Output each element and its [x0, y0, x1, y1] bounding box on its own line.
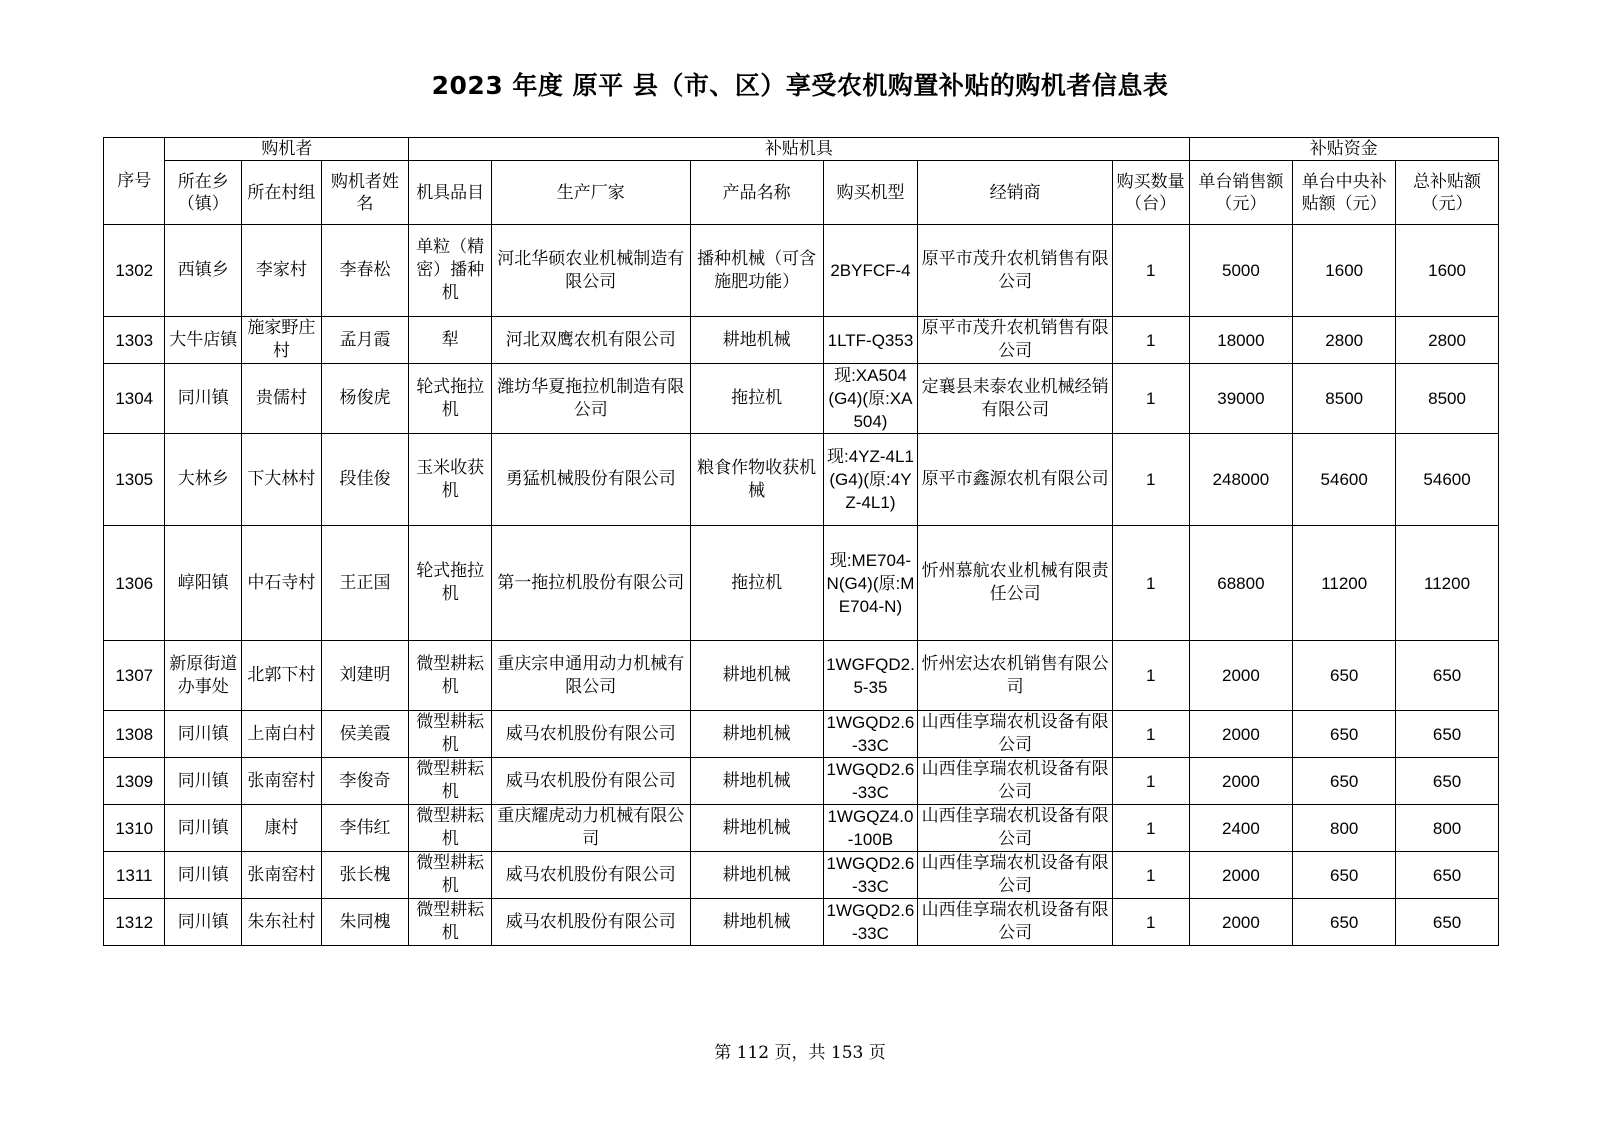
cell-total: 650 [1396, 711, 1499, 758]
page-footer: 第 112 页，共 153 页 [714, 1043, 886, 1063]
table-row [104, 526, 1499, 641]
cell-qty: 1 [1112, 317, 1189, 364]
header-maker: 生产厂家 [492, 161, 691, 225]
cell-model: 现:4YZ-4L1(G4)(原:4YZ-4L1) [823, 434, 918, 526]
cell-town: 同川镇 [165, 899, 242, 946]
cell-price: 2000 [1189, 641, 1293, 711]
header-town: 所在乡（镇） [165, 161, 242, 225]
header-model: 购买机型 [823, 161, 918, 225]
header-dealer: 经销商 [918, 161, 1113, 225]
cell-category: 单粒（精密）播种机 [409, 225, 492, 317]
cell-seq: 1302 [104, 225, 165, 317]
cell-dealer: 山西佳享瑞农机设备有限公司 [918, 852, 1113, 899]
table-row [104, 317, 1499, 364]
cell-price: 2000 [1189, 758, 1293, 805]
cell-name: 刘建明 [321, 641, 409, 711]
table-row [104, 641, 1499, 711]
table-row [104, 852, 1499, 899]
cell-name: 张长槐 [321, 852, 409, 899]
table-body [104, 225, 1499, 946]
cell-price: 39000 [1189, 364, 1293, 434]
cell-dealer: 定襄县耒泰农业机械经销有限公司 [918, 364, 1113, 434]
cell-product: 耕地机械 [690, 711, 823, 758]
table-row [104, 364, 1499, 434]
header-group-funds: 补贴资金 [1189, 138, 1499, 161]
cell-seq: 1312 [104, 899, 165, 946]
cell-name: 李春松 [321, 225, 409, 317]
header-category: 机具品目 [409, 161, 492, 225]
cell-maker: 河北双鹰农机有限公司 [492, 317, 691, 364]
cell-village: 朱东社村 [242, 899, 322, 946]
cell-price: 5000 [1189, 225, 1293, 317]
cell-name: 孟月霞 [321, 317, 409, 364]
header-seq: 序号 [104, 138, 165, 225]
cell-dealer: 原平市茂升农机销售有限公司 [918, 225, 1113, 317]
cell-town: 新原街道办事处 [165, 641, 242, 711]
cell-dealer: 忻州慕航农业机械有限责任公司 [918, 526, 1113, 641]
cell-price: 2000 [1189, 899, 1293, 946]
cell-category: 微型耕耘机 [409, 758, 492, 805]
cell-qty: 1 [1112, 899, 1189, 946]
table-row [104, 711, 1499, 758]
cell-central: 2800 [1293, 317, 1396, 364]
cell-qty: 1 [1112, 758, 1189, 805]
cell-category: 轮式拖拉机 [409, 526, 492, 641]
cell-seq: 1306 [104, 526, 165, 641]
cell-seq: 1308 [104, 711, 165, 758]
cell-qty: 1 [1112, 852, 1189, 899]
cell-qty: 1 [1112, 225, 1189, 317]
cell-maker: 河北华硕农业机械制造有限公司 [492, 225, 691, 317]
cell-model: 1WGFQD2.5-35 [823, 641, 918, 711]
cell-product: 耕地机械 [690, 758, 823, 805]
cell-category: 微型耕耘机 [409, 899, 492, 946]
cell-category: 微型耕耘机 [409, 852, 492, 899]
cell-seq: 1311 [104, 852, 165, 899]
cell-maker: 威马农机股份有限公司 [492, 758, 691, 805]
cell-seq: 1304 [104, 364, 165, 434]
cell-central: 650 [1293, 899, 1396, 946]
cell-name: 李俊奇 [321, 758, 409, 805]
cell-dealer: 忻州宏达农机销售有限公司 [918, 641, 1113, 711]
cell-category: 玉米收获机 [409, 434, 492, 526]
cell-town: 大牛店镇 [165, 317, 242, 364]
table-header [104, 138, 1499, 225]
cell-village: 张南窑村 [242, 852, 322, 899]
cell-total: 1600 [1396, 225, 1499, 317]
cell-village: 北郭下村 [242, 641, 322, 711]
table-row [104, 805, 1499, 852]
cell-model: 1LTF-Q353 [823, 317, 918, 364]
header-qty: 购买数量（台） [1112, 161, 1189, 225]
cell-dealer: 原平市鑫源农机有限公司 [918, 434, 1113, 526]
cell-price: 2000 [1189, 852, 1293, 899]
cell-maker: 威马农机股份有限公司 [492, 899, 691, 946]
cell-price: 2000 [1189, 711, 1293, 758]
cell-name: 杨俊虎 [321, 364, 409, 434]
cell-qty: 1 [1112, 641, 1189, 711]
cell-product: 耕地机械 [690, 899, 823, 946]
cell-category: 微型耕耘机 [409, 711, 492, 758]
cell-qty: 1 [1112, 526, 1189, 641]
cell-dealer: 原平市茂升农机销售有限公司 [918, 317, 1113, 364]
cell-model: 1WGQD2.6-33C [823, 758, 918, 805]
header-price: 单台销售额（元） [1189, 161, 1293, 225]
cell-model: 现:ME704-N(G4)(原:ME704-N) [823, 526, 918, 641]
cell-maker: 威马农机股份有限公司 [492, 852, 691, 899]
cell-product: 拖拉机 [690, 364, 823, 434]
cell-maker: 威马农机股份有限公司 [492, 711, 691, 758]
cell-price: 18000 [1189, 317, 1293, 364]
cell-maker: 勇猛机械股份有限公司 [492, 434, 691, 526]
cell-qty: 1 [1112, 711, 1189, 758]
cell-product: 播种机械（可含施肥功能） [690, 225, 823, 317]
cell-model: 1WGQD2.6-33C [823, 899, 918, 946]
table-row [104, 225, 1499, 317]
cell-total: 800 [1396, 805, 1499, 852]
cell-central: 54600 [1293, 434, 1396, 526]
cell-town: 同川镇 [165, 805, 242, 852]
cell-qty: 1 [1112, 364, 1189, 434]
cell-central: 11200 [1293, 526, 1396, 641]
subsidy-table [103, 137, 1499, 946]
cell-total: 11200 [1396, 526, 1499, 641]
cell-town: 同川镇 [165, 852, 242, 899]
cell-town: 崞阳镇 [165, 526, 242, 641]
cell-central: 650 [1293, 852, 1396, 899]
header-product: 产品名称 [690, 161, 823, 225]
cell-town: 大林乡 [165, 434, 242, 526]
cell-name: 侯美霞 [321, 711, 409, 758]
cell-village: 下大林村 [242, 434, 322, 526]
cell-village: 张南窑村 [242, 758, 322, 805]
cell-product: 耕地机械 [690, 317, 823, 364]
cell-category: 犁 [409, 317, 492, 364]
cell-name: 段佳俊 [321, 434, 409, 526]
cell-central: 650 [1293, 711, 1396, 758]
cell-total: 650 [1396, 758, 1499, 805]
cell-dealer: 山西佳享瑞农机设备有限公司 [918, 711, 1113, 758]
cell-village: 中石寺村 [242, 526, 322, 641]
page-title: 2023 年度 原平 县（市、区）享受农机购置补贴的购机者信息表 [431, 71, 1169, 100]
cell-dealer: 山西佳享瑞农机设备有限公司 [918, 805, 1113, 852]
cell-village: 施家野庄村 [242, 317, 322, 364]
cell-maker: 第一拖拉机股份有限公司 [492, 526, 691, 641]
header-village: 所在村组 [242, 161, 322, 225]
cell-central: 650 [1293, 641, 1396, 711]
cell-seq: 1307 [104, 641, 165, 711]
cell-seq: 1303 [104, 317, 165, 364]
cell-product: 粮食作物收获机械 [690, 434, 823, 526]
cell-product: 耕地机械 [690, 641, 823, 711]
header-total: 总补贴额（元） [1396, 161, 1499, 225]
cell-product: 拖拉机 [690, 526, 823, 641]
cell-name: 王正国 [321, 526, 409, 641]
cell-model: 1WGQD2.6-33C [823, 852, 918, 899]
table-row [104, 434, 1499, 526]
cell-town: 同川镇 [165, 364, 242, 434]
cell-town: 西镇乡 [165, 225, 242, 317]
cell-product: 耕地机械 [690, 805, 823, 852]
cell-village: 贵儒村 [242, 364, 322, 434]
cell-town: 同川镇 [165, 711, 242, 758]
cell-maker: 潍坊华夏拖拉机制造有限公司 [492, 364, 691, 434]
cell-seq: 1305 [104, 434, 165, 526]
table-row [104, 899, 1499, 946]
cell-central: 800 [1293, 805, 1396, 852]
cell-total: 650 [1396, 852, 1499, 899]
cell-total: 650 [1396, 641, 1499, 711]
cell-category: 微型耕耘机 [409, 805, 492, 852]
cell-seq: 1309 [104, 758, 165, 805]
cell-seq: 1310 [104, 805, 165, 852]
cell-dealer: 山西佳享瑞农机设备有限公司 [918, 899, 1113, 946]
cell-model: 1WGQZ4.0-100B [823, 805, 918, 852]
cell-model: 2BYFCF-4 [823, 225, 918, 317]
cell-model: 1WGQD2.6-33C [823, 711, 918, 758]
header-central: 单台中央补贴额（元） [1293, 161, 1396, 225]
cell-total: 650 [1396, 899, 1499, 946]
cell-total: 54600 [1396, 434, 1499, 526]
cell-maker: 重庆宗申通用动力机械有限公司 [492, 641, 691, 711]
cell-product: 耕地机械 [690, 852, 823, 899]
cell-dealer: 山西佳享瑞农机设备有限公司 [918, 758, 1113, 805]
cell-village: 李家村 [242, 225, 322, 317]
cell-total: 2800 [1396, 317, 1499, 364]
cell-central: 8500 [1293, 364, 1396, 434]
cell-central: 1600 [1293, 225, 1396, 317]
cell-maker: 重庆耀虎动力机械有限公司 [492, 805, 691, 852]
cell-price: 68800 [1189, 526, 1293, 641]
cell-central: 650 [1293, 758, 1396, 805]
header-name: 购机者姓名 [321, 161, 409, 225]
cell-qty: 1 [1112, 805, 1189, 852]
cell-town: 同川镇 [165, 758, 242, 805]
table-row [104, 758, 1499, 805]
cell-category: 轮式拖拉机 [409, 364, 492, 434]
cell-price: 248000 [1189, 434, 1293, 526]
header-group-machine: 补贴机具 [409, 138, 1189, 161]
cell-name: 朱同槐 [321, 899, 409, 946]
header-group-buyer: 购机者 [165, 138, 409, 161]
cell-qty: 1 [1112, 434, 1189, 526]
cell-village: 上南白村 [242, 711, 322, 758]
cell-model: 现:XA504(G4)(原:XA504) [823, 364, 918, 434]
cell-village: 康村 [242, 805, 322, 852]
cell-category: 微型耕耘机 [409, 641, 492, 711]
cell-price: 2400 [1189, 805, 1293, 852]
cell-name: 李伟红 [321, 805, 409, 852]
cell-total: 8500 [1396, 364, 1499, 434]
